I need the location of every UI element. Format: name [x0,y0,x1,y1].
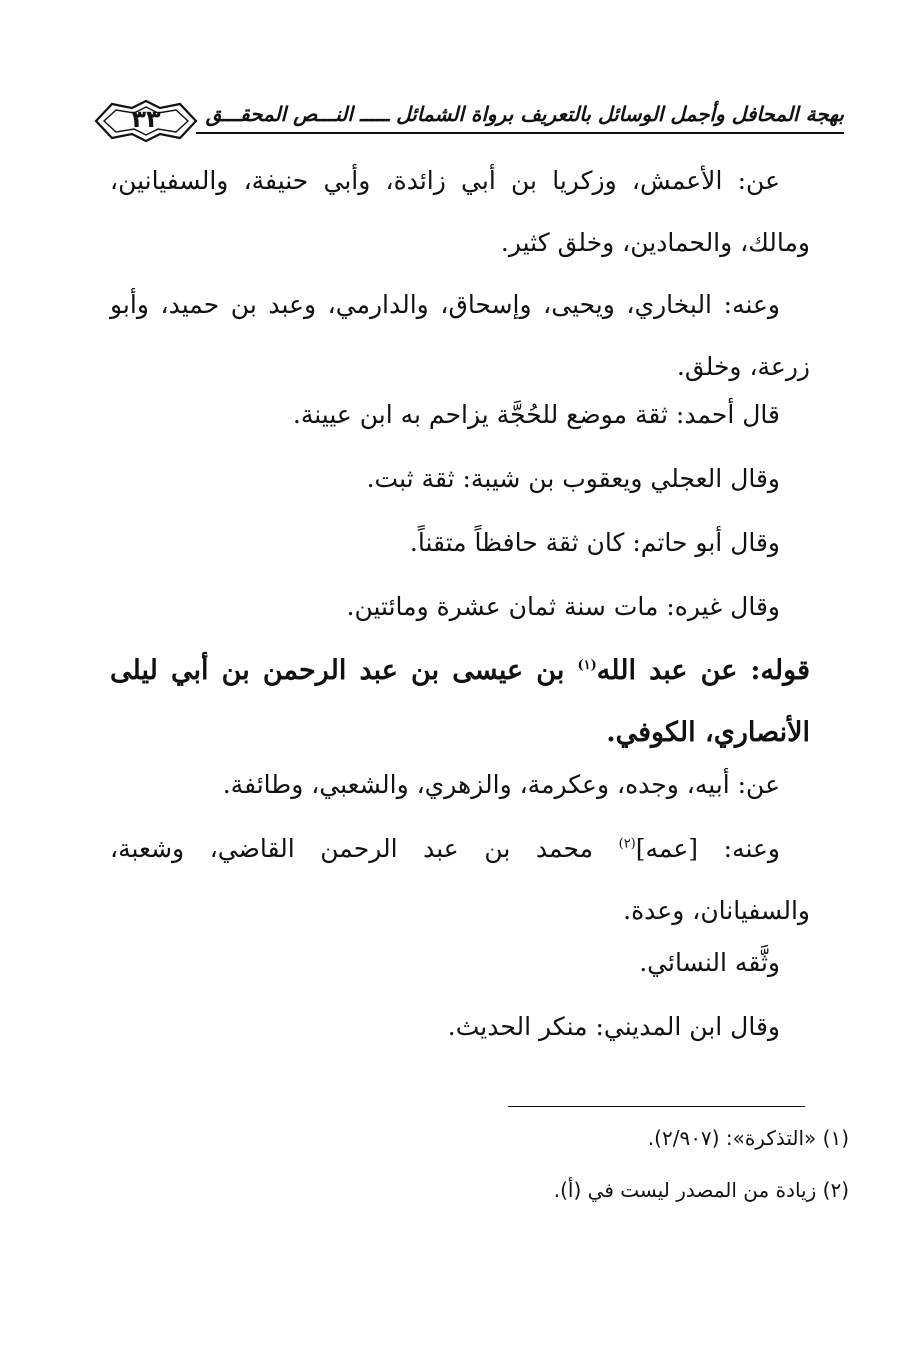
footnote-ref-2: (٢) [618,836,636,852]
footnote-ref-1: (١) [577,658,597,673]
footnote-1: (١) «التذكرة»: (٢/٩٠٧). [647,1126,849,1150]
page-number: ٣٣ [131,105,161,133]
header-title: بهجة المحافل وأجمل الوسائل بالتعريف برواة الشمائل ـــــ النـــص المحقـــق [205,102,844,126]
paragraph-10: وثَّقه النسائي. [639,948,780,977]
page-number-badge [92,98,200,144]
paragraph-9-end: محمد بن عبد الرحمن القاضي، وشعبة، والسفيانان، وعدة. [110,834,810,925]
paragraph-8: عن: أبيه، وجده، وعكرمة، والزهري، والشعبي، وطائفة. [222,770,780,799]
paragraph-3: قال أحمد: ثقة موضع للحُجَّة يزاحم به ابن عيينة. [292,400,780,429]
heading-text-start: قوله: عن عبد الله [596,655,811,686]
footnote-2: (٢) زيادة من المصدر ليست في (أ). [553,1178,849,1202]
main-text [110,150,810,1090]
paragraph-9-start: وعنه: [عمه] [635,834,780,863]
paragraph-9 [110,818,810,942]
heading-text-end: بن عيسى بن عبد الرحمن بن أبي ليلى الأنصاري، الكوفي. [110,655,810,748]
header-rule [196,132,844,134]
running-header [92,98,844,148]
paragraph-7-narrator-heading [110,640,810,764]
paragraph-11: وقال ابن المديني: منكر الحديث. [447,1012,780,1041]
paragraph-1: عن: الأعمش، وزكريا بن أبي زائدة، وأبي حنيفة، والسفيانين، ومالك، والحمادين، وخلق كثير. [110,166,810,257]
paragraph-2: وعنه: البخاري، ويحيى، وإسحاق، والدارمي، وعبد بن حميد، وأبو زرعة، وخلق. [110,290,810,381]
footnote-separator [508,1106,805,1107]
paragraph-5: وقال أبو حاتم: كان ثقة حافظاً متقناً. [409,528,780,557]
paragraph-6: وقال غيره: مات سنة ثمان عشرة ومائتين. [346,592,780,621]
paragraph-4: وقال العجلي ويعقوب بن شيبة: ثقة ثبت. [366,464,780,493]
